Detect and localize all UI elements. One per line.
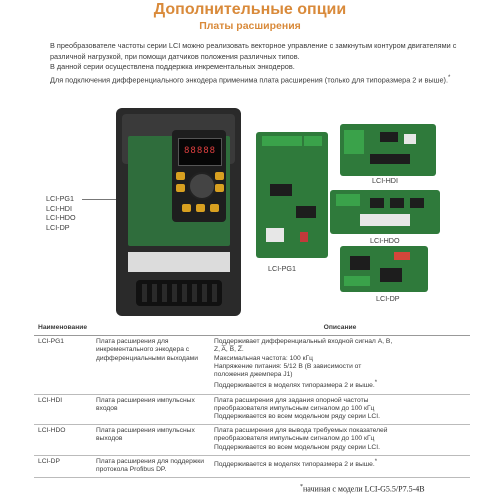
row-description: Плата расширения для вывода требуемых показателей преобразователя импульсным сигналом до 100 кГц Поддерживается во всем модельном ряду серии LCI. <box>210 425 470 456</box>
row-name: LCI-HDO <box>34 425 92 456</box>
led-display: 88888 <box>178 138 222 166</box>
drive-label-hdi: LCI-HDI <box>46 203 72 213</box>
row-purpose: Плата расширения импульсных выходов <box>92 425 210 456</box>
vent-grille <box>136 280 222 306</box>
frequency-inverter-image <box>116 108 241 316</box>
board-lci-hdi-image <box>340 124 436 176</box>
column-header-name: Наименование <box>34 321 210 336</box>
row-purpose: Плата расширения импульсных входов <box>92 394 210 425</box>
page-subtitle: Платы расширения <box>199 20 301 32</box>
board-lci-hdo-image <box>330 190 440 234</box>
caption-lci-hdi: LCI-HDI <box>372 176 398 185</box>
row-description: Поддерживает дифференциальный входной сигнал A, B, Z, A̅, B̅, Z̅. Максимальная частота: 100 кГц Напряжение питания: 5/12 В (В зависимости от положения джемпера J1) Поддерживается в моделях типоразмера 2 и выше.* <box>210 336 470 394</box>
page-title: Дополнительные опции <box>153 1 347 18</box>
footnote-mark: * <box>374 380 378 387</box>
power-terminals <box>128 252 230 272</box>
row-name: LCI-HDI <box>34 394 92 425</box>
table-row <box>34 394 470 425</box>
drive-label-dp: LCI-DP <box>46 222 70 232</box>
intro-paragraph-1: В преобразователе частоты серии LCI можно реализовать векторное управление с замкнутым контуром двигателями с различной нагрузкой, при помощи датчиков положения различных типов. <box>50 41 457 61</box>
caption-lci-pg1: LCI-PG1 <box>268 264 296 273</box>
intro-paragraph-3: Для подключения дифференциального энкодера применима плата расширения (только для типоразмера 2 и выше).* <box>50 74 451 85</box>
footnote-mark: * <box>374 458 378 465</box>
table-header-row <box>34 321 470 336</box>
row-name: LCI-PG1 <box>34 336 92 394</box>
row-name: LCI-DP <box>34 455 92 477</box>
table-row <box>34 455 470 477</box>
options-table <box>34 321 470 478</box>
board-lci-pg1-image <box>256 132 328 258</box>
intro-text <box>50 41 468 86</box>
row-description: Плата расширения для задания опорной частоты преобразователя импульсным сигналом до 100 кГц Поддерживается во всем модельном ряду серии LCI. <box>210 394 470 425</box>
column-header-description: Описание <box>210 321 470 336</box>
dial-knob-icon <box>188 172 216 200</box>
product-figure <box>0 108 500 318</box>
caption-lci-hdo: LCI-HDO <box>370 236 400 245</box>
caption-lci-dp: LCI-DP <box>376 294 400 303</box>
table-row <box>34 425 470 456</box>
row-purpose: Плата расширения для инкрементального энкодера с дифференциальными выходами <box>92 336 210 394</box>
row-purpose: Плата расширения для поддержки протокола Profibus DP. <box>92 455 210 477</box>
board-lci-dp-image <box>340 246 428 292</box>
drive-labels <box>46 194 76 232</box>
footnote: *начиная с модели LCI-G5.5/P7.5-4B <box>300 484 425 494</box>
row-description: Поддерживается в моделях типоразмера 2 и выше.* <box>210 455 470 477</box>
table-row <box>34 336 470 394</box>
intro-paragraph-2: В данной серии осуществлена поддержка инкрементальных энкодеров. <box>50 62 295 72</box>
footnote-mark: * <box>447 74 451 81</box>
keypad <box>172 130 226 222</box>
drive-label-hdo: LCI-HDO <box>46 213 76 223</box>
drive-label-pg1: LCI-PG1 <box>46 194 74 203</box>
